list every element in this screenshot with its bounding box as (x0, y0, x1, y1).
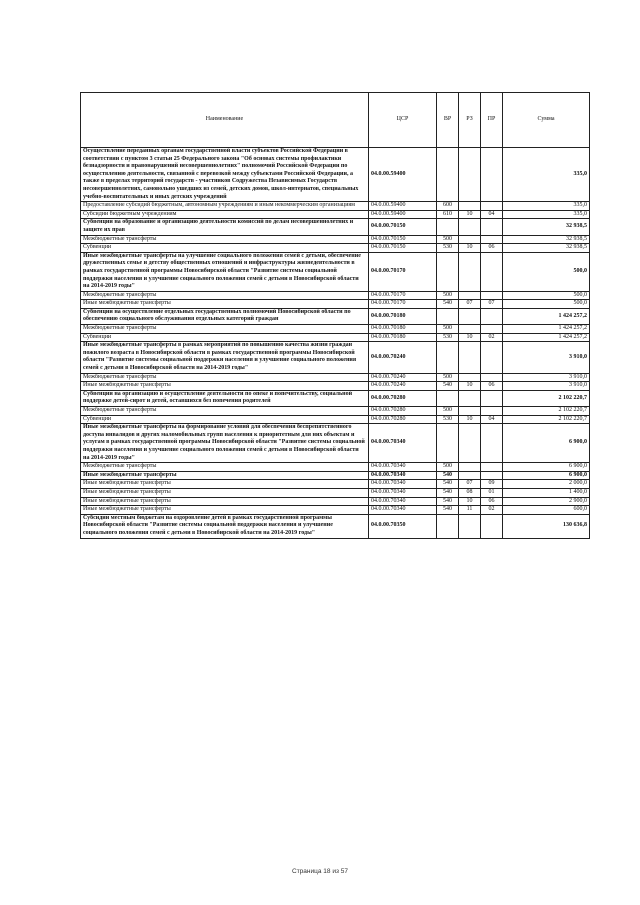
row-rz: 10 (459, 497, 481, 506)
row-csr: 04.0.00.70280 (369, 415, 437, 424)
row-pr (481, 308, 503, 324)
row-rz: 10 (459, 210, 481, 219)
row-rz: 10 (459, 244, 481, 253)
row-csr: 04.0.00.70240 (369, 382, 437, 391)
row-name: Межбюджетные трансферты (81, 325, 369, 334)
row-sum: 32 938,5 (503, 235, 590, 244)
row-rz (459, 252, 481, 291)
table-row (81, 252, 590, 291)
row-sum: 130 636,8 (503, 514, 590, 538)
row-pr: 02 (481, 333, 503, 342)
row-vr: 540 (437, 480, 459, 489)
table-row (81, 463, 590, 472)
row-sum: 3 910,0 (503, 373, 590, 382)
row-name: Межбюджетные трансферты (81, 463, 369, 472)
table-row (81, 219, 590, 235)
row-rz (459, 202, 481, 211)
table-row (81, 514, 590, 538)
row-csr: 04.0.00.70180 (369, 308, 437, 324)
row-csr: 04.0.00.70340 (369, 463, 437, 472)
header-csr: ЦСР (369, 93, 437, 148)
table-row (81, 407, 590, 416)
row-vr: 530 (437, 244, 459, 253)
row-pr: 06 (481, 497, 503, 506)
row-rz (459, 235, 481, 244)
row-vr: 540 (437, 300, 459, 309)
row-rz (459, 308, 481, 324)
row-rz: 11 (459, 506, 481, 515)
row-vr: 500 (437, 235, 459, 244)
row-csr: 04.0.00.70150 (369, 235, 437, 244)
row-pr (481, 463, 503, 472)
budget-table (80, 92, 590, 539)
row-rz (459, 407, 481, 416)
table-row (81, 373, 590, 382)
row-vr: 500 (437, 291, 459, 300)
row-sum: 2 000,0 (503, 480, 590, 489)
row-csr: 04.0.00.70150 (369, 244, 437, 253)
row-pr (481, 148, 503, 202)
row-rz (459, 148, 481, 202)
row-name: Субвенции (81, 244, 369, 253)
row-vr (437, 390, 459, 406)
row-sum: 3 910,0 (503, 382, 590, 391)
row-name: Субвенции на осуществление отдельных государственных полномочий Новосибирской области по обеспечению социального обслуживания отдельных категорий граждан (81, 308, 369, 324)
row-csr: 04.0.00.70170 (369, 300, 437, 309)
row-vr: 540 (437, 382, 459, 391)
row-vr: 600 (437, 202, 459, 211)
row-name: Межбюджетные трансферты (81, 407, 369, 416)
row-name: Межбюджетные трансферты (81, 235, 369, 244)
row-rz: 07 (459, 480, 481, 489)
row-name: Субсидии бюджетным учреждениям (81, 210, 369, 219)
row-rz: 10 (459, 415, 481, 424)
row-pr (481, 235, 503, 244)
header-pr: ПР (481, 93, 503, 148)
row-name: Иные межбюджетные трансферты (81, 480, 369, 489)
row-name: Осуществление переданных органам государственной власти субъектов Российской Федерации в соответствии с пунктом 3 статьи 25 Федерального закона "Об основах системы профилактики безнадзорности и правонарушений несовершеннолетних" полномочий Российской Федерации по осуществлению деятельности, связанной с перевозкой между субъектами Российской Федерации, а также в пределах территорий государств - участников Содружества Независимых Государств несовершеннолетних, самовольно ушедших из семей, детских домов, школ-интернатов, специальных учебно-воспитательных и иных детских учреждений (81, 148, 369, 202)
row-pr: 06 (481, 244, 503, 253)
row-rz: 08 (459, 488, 481, 497)
row-pr: 06 (481, 382, 503, 391)
header-vr: ВР (437, 93, 459, 148)
row-csr: 04.0.00.70350 (369, 514, 437, 538)
row-csr: 04.0.00.70150 (369, 219, 437, 235)
row-csr: 04.0.00.70340 (369, 480, 437, 489)
row-name: Иные межбюджетные трансферты (81, 300, 369, 309)
table-row (81, 471, 590, 480)
row-vr (437, 424, 459, 463)
row-vr: 540 (437, 497, 459, 506)
row-rz (459, 342, 481, 373)
row-rz (459, 219, 481, 235)
row-vr (437, 219, 459, 235)
row-csr: 04.0.00.70280 (369, 407, 437, 416)
row-pr: 04 (481, 210, 503, 219)
row-vr: 500 (437, 463, 459, 472)
row-name: Иные межбюджетные трансферты в рамках мероприятий по повышению качества жизни граждан пожилого возраста в Новосибирской области в рамках государственной программы Новосибирской области "Развитие системы социальной поддержки населения и улучшение социального положения семей с детьми в Новосибирской области на 2014-2019 годы" (81, 342, 369, 373)
row-vr (437, 514, 459, 538)
row-sum: 2 102 220,7 (503, 407, 590, 416)
table-row (81, 390, 590, 406)
row-pr (481, 471, 503, 480)
table-row (81, 244, 590, 253)
row-rz (459, 373, 481, 382)
table-row (81, 235, 590, 244)
row-vr (437, 252, 459, 291)
row-sum: 2 900,0 (503, 497, 590, 506)
row-name: Иные межбюджетные трансферты (81, 497, 369, 506)
table-row (81, 382, 590, 391)
row-csr: 04.0.00.70340 (369, 488, 437, 497)
row-vr: 540 (437, 471, 459, 480)
row-sum: 3 910,0 (503, 342, 590, 373)
row-pr (481, 325, 503, 334)
row-rz: 10 (459, 382, 481, 391)
row-name: Иные межбюджетные трансферты (81, 488, 369, 497)
row-pr (481, 514, 503, 538)
row-sum: 6 900,0 (503, 463, 590, 472)
row-vr: 500 (437, 407, 459, 416)
row-csr: 04.0.00.70280 (369, 390, 437, 406)
row-rz (459, 325, 481, 334)
table-row (81, 148, 590, 202)
row-name: Субвенции на организацию и осуществление деятельности по опеке и попечительству, социальной поддержке детей-сирот и детей, оставшихся без попечения родителей (81, 390, 369, 406)
table-row (81, 480, 590, 489)
row-pr: 09 (481, 480, 503, 489)
page-number: Страница 18 из 57 (292, 868, 348, 875)
row-csr: 04.0.00.70340 (369, 424, 437, 463)
row-pr: 07 (481, 300, 503, 309)
row-pr (481, 202, 503, 211)
table-row (81, 210, 590, 219)
row-sum: 1 424 257,2 (503, 333, 590, 342)
row-vr: 500 (437, 325, 459, 334)
row-pr (481, 424, 503, 463)
row-vr (437, 342, 459, 373)
row-pr (481, 342, 503, 373)
row-rz (459, 390, 481, 406)
row-sum: 500,0 (503, 300, 590, 309)
row-vr (437, 308, 459, 324)
row-pr (481, 373, 503, 382)
row-rz: 07 (459, 300, 481, 309)
row-sum: 335,0 (503, 202, 590, 211)
table-row (81, 415, 590, 424)
row-csr: 04.0.00.59400 (369, 148, 437, 202)
row-pr (481, 291, 503, 300)
row-csr: 04.0.00.59400 (369, 202, 437, 211)
row-csr: 04.0.00.70340 (369, 506, 437, 515)
row-name: Иные межбюджетные трансферты (81, 382, 369, 391)
row-pr (481, 407, 503, 416)
row-name: Субсидии местным бюджетам на оздоровление детей в рамках государственной программы Новосибирской области "Развитие системы социальной поддержки населения и улучшение социального положения семей с детьми в Новосибирской области на 2014-2019 годы" (81, 514, 369, 538)
table-row (81, 333, 590, 342)
row-pr: 01 (481, 488, 503, 497)
row-pr: 02 (481, 506, 503, 515)
row-csr: 04.0.00.70340 (369, 471, 437, 480)
row-sum: 500,0 (503, 291, 590, 300)
row-name: Иные межбюджетные трансферты (81, 506, 369, 515)
row-pr: 04 (481, 415, 503, 424)
row-sum: 1 424 257,2 (503, 325, 590, 334)
table-row (81, 202, 590, 211)
header-name: Наименование (81, 93, 369, 148)
row-name: Субвенции (81, 415, 369, 424)
row-vr: 540 (437, 488, 459, 497)
row-name: Иные межбюджетные трансферты на формирование условий для обеспечения беспрепятственного доступа инвалидов и других маломобильных групп населения к приоритетным для них объектам и услугам в рамках государственной программы Новосибирской области "Развитие системы социальной поддержки населения и улучшение социального положения семей с детьми в Новосибирской области на 2014-2019 годы" (81, 424, 369, 463)
row-rz (459, 424, 481, 463)
row-name: Субвенции (81, 333, 369, 342)
row-vr: 540 (437, 506, 459, 515)
row-rz: 10 (459, 333, 481, 342)
row-sum: 500,0 (503, 252, 590, 291)
row-rz (459, 471, 481, 480)
row-pr (481, 252, 503, 291)
row-csr: 04.0.00.59400 (369, 210, 437, 219)
table-row (81, 497, 590, 506)
row-sum: 32 938,5 (503, 244, 590, 253)
row-name: Межбюджетные трансферты (81, 291, 369, 300)
row-csr: 04.0.00.70180 (369, 325, 437, 334)
row-name: Иные межбюджетные трансферты на улучшение социального положения семей с детьми, обеспечение дружественных семье и детству общественных отношений и инфраструктуры жизнедеятельности в рамках государственной программы Новосибирской области "Развитие системы социальной поддержки населения и улучшение социального положения семей с детьми в Новосибирской области на 2014-2019 годы" (81, 252, 369, 291)
row-vr: 530 (437, 333, 459, 342)
table-header-row (81, 93, 590, 148)
table-row (81, 342, 590, 373)
row-csr: 04.0.00.70240 (369, 342, 437, 373)
row-sum: 335,0 (503, 210, 590, 219)
row-pr (481, 390, 503, 406)
row-csr: 04.0.00.70180 (369, 333, 437, 342)
row-sum: 32 938,5 (503, 219, 590, 235)
row-sum: 6 900,0 (503, 424, 590, 463)
row-vr: 610 (437, 210, 459, 219)
row-sum: 600,0 (503, 506, 590, 515)
header-sum: Сумма (503, 93, 590, 148)
row-pr (481, 219, 503, 235)
row-sum: 6 900,0 (503, 471, 590, 480)
row-vr (437, 148, 459, 202)
row-sum: 1 424 257,2 (503, 308, 590, 324)
table-row (81, 424, 590, 463)
table-row (81, 308, 590, 324)
row-csr: 04.0.00.70240 (369, 373, 437, 382)
table-row (81, 488, 590, 497)
row-name: Предоставление субсидий бюджетным, автономным учреждениям и иным некоммерческим организациям (81, 202, 369, 211)
row-name: Межбюджетные трансферты (81, 373, 369, 382)
table-row (81, 300, 590, 309)
row-sum: 1 400,0 (503, 488, 590, 497)
row-name: Иные межбюджетные трансферты (81, 471, 369, 480)
table-row (81, 291, 590, 300)
table-row (81, 325, 590, 334)
row-vr: 530 (437, 415, 459, 424)
row-csr: 04.0.00.70170 (369, 252, 437, 291)
row-name: Субвенции на образование и организацию деятельности комиссий по делам несовершеннолетних и защите их прав (81, 219, 369, 235)
header-rz: РЗ (459, 93, 481, 148)
row-rz (459, 463, 481, 472)
row-sum: 2 102 220,7 (503, 390, 590, 406)
row-sum: 2 102 220,7 (503, 415, 590, 424)
row-rz (459, 514, 481, 538)
row-sum: 335,0 (503, 148, 590, 202)
row-csr: 04.0.00.70170 (369, 291, 437, 300)
row-vr: 500 (437, 373, 459, 382)
table-row (81, 506, 590, 515)
row-rz (459, 291, 481, 300)
row-csr: 04.0.00.70340 (369, 497, 437, 506)
